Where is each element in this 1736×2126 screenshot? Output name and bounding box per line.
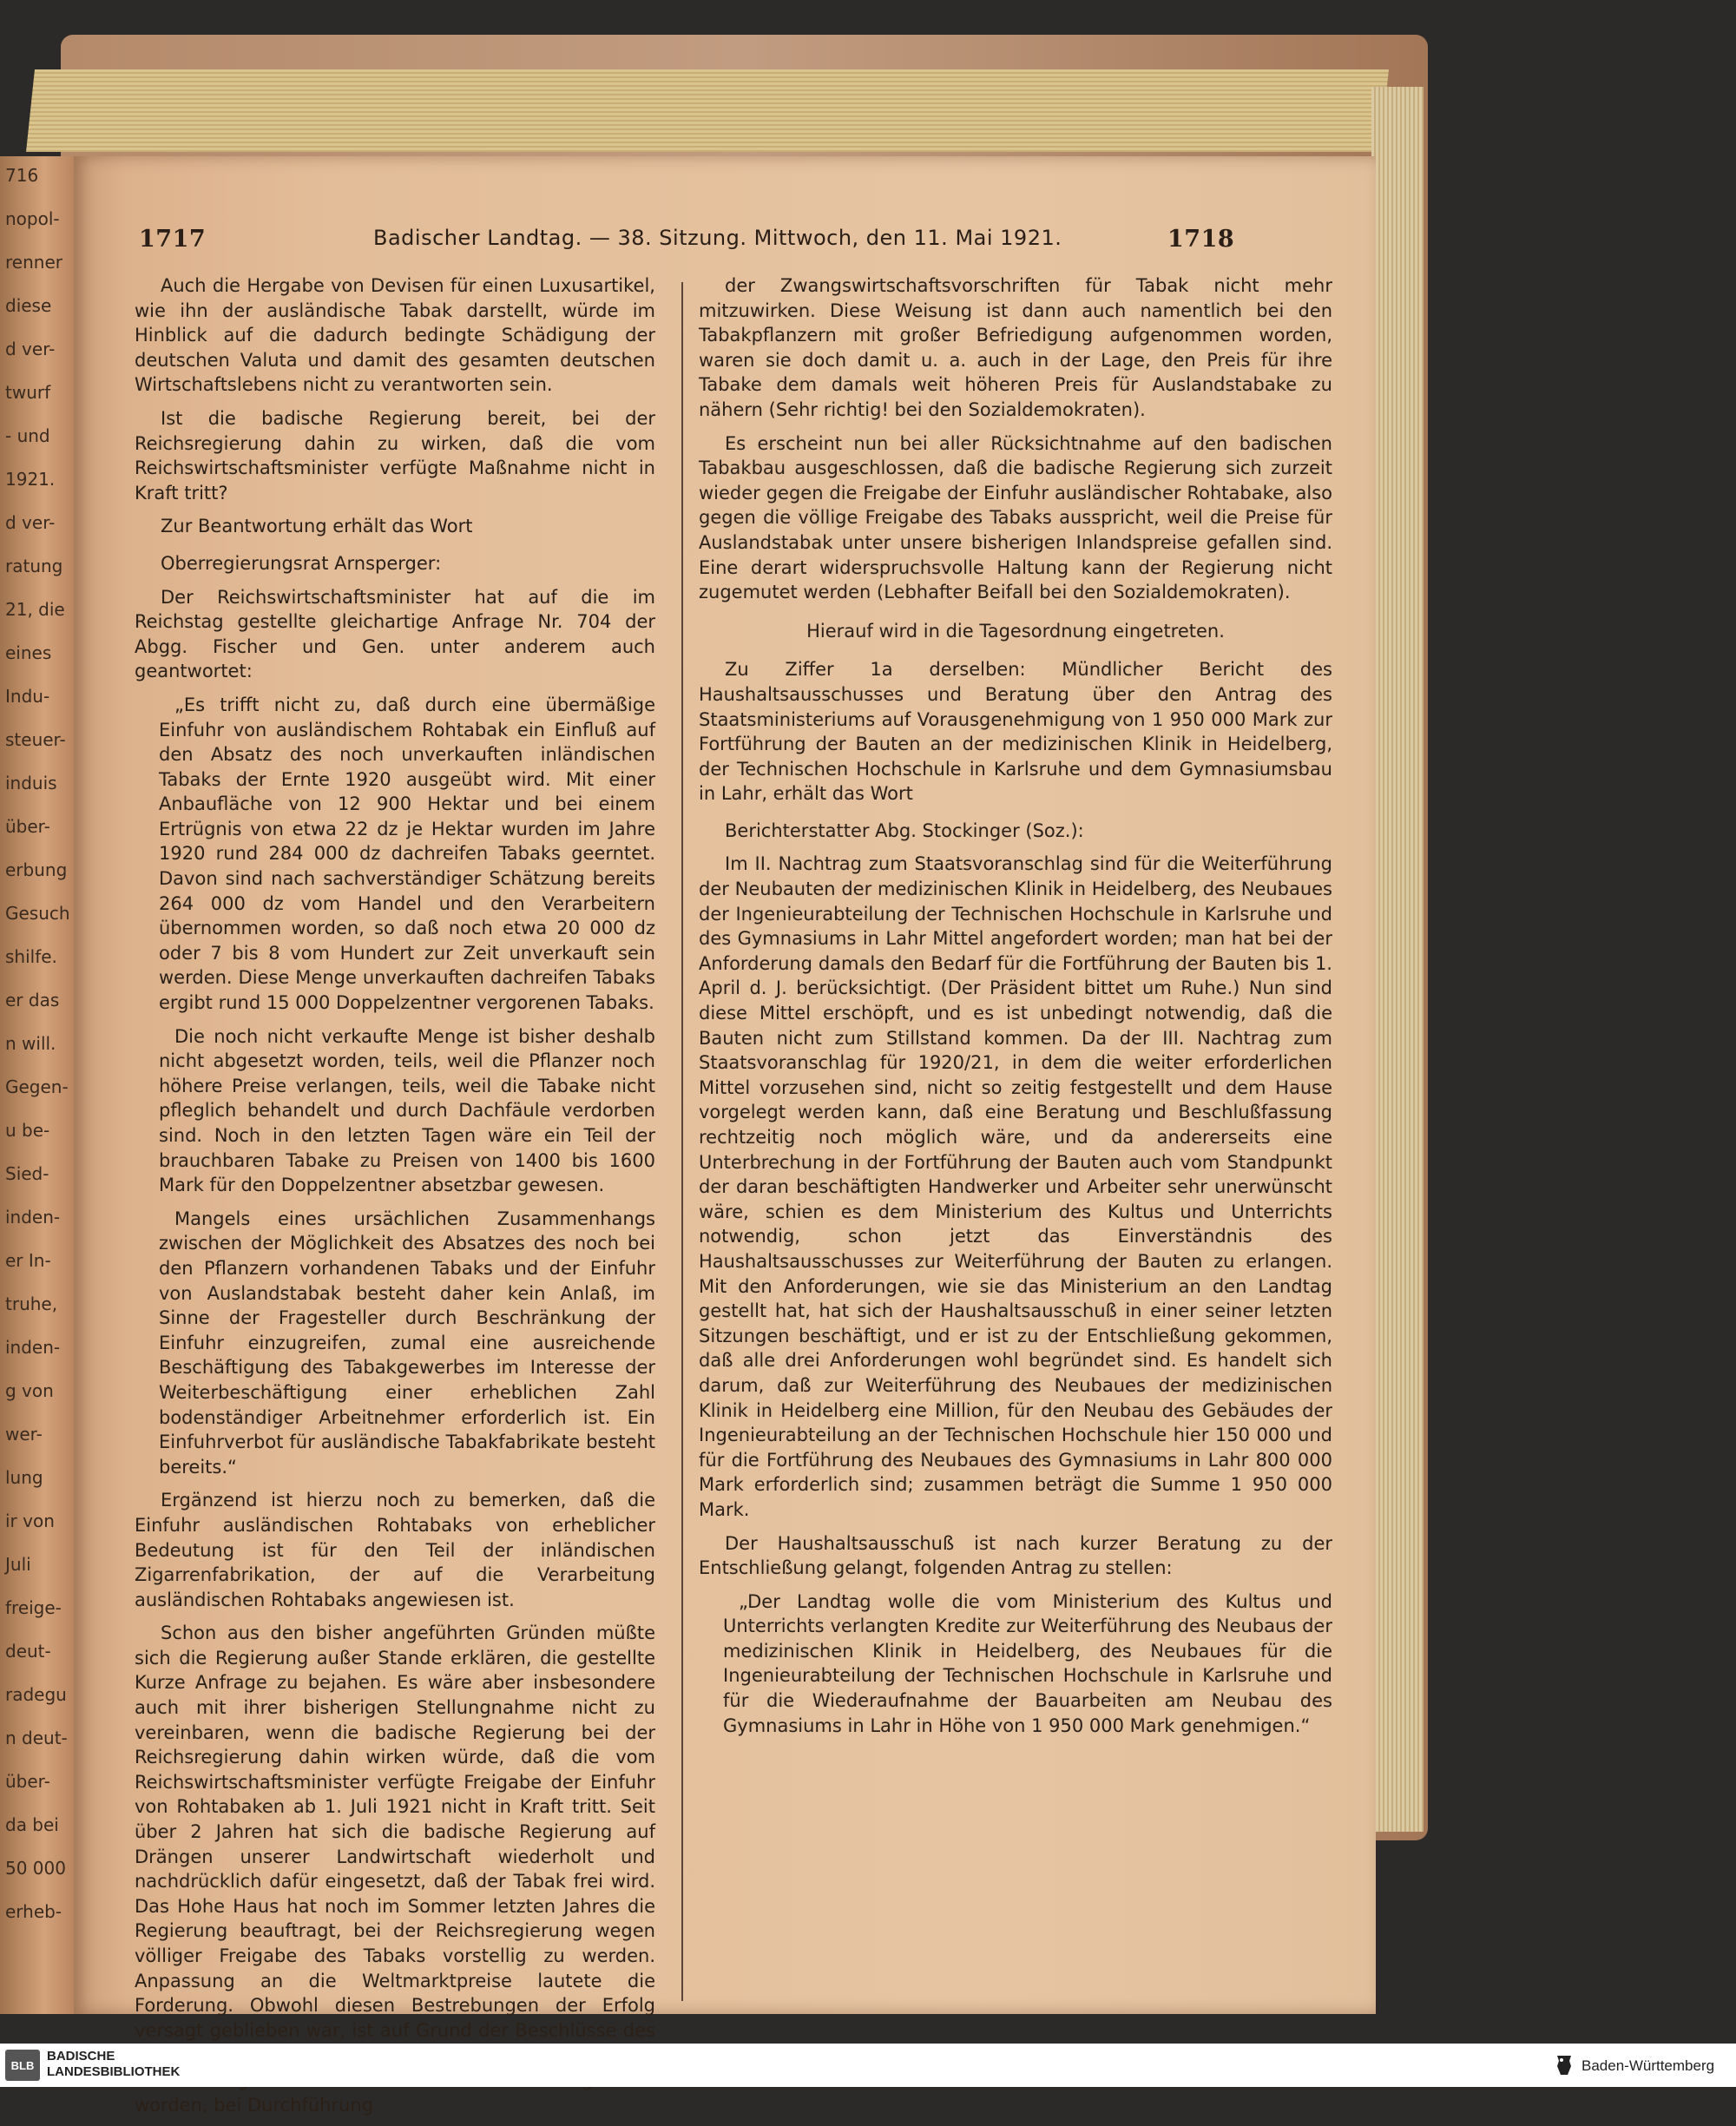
left-page-text-fragment: g von — [5, 1380, 54, 1401]
left-page-text-fragment: nopol- — [5, 208, 60, 229]
bw-lion-icon — [1554, 2052, 1575, 2078]
paragraph: der Zwangswirtschaftsvorschriften für Tabak nicht mehr mitzuwirken. Diese Weisung ist dann auch namentlich bei den Tabakpflanzern mit großer Befriedigung aufgenommen worden, waren sie doch damit u. a. auch in der Lage, den Preis für ihre Tabake dem damals weit höheren Preis für Auslandstabake zu nähern (Sehr richtig! bei den Sozialdemokraten). — [699, 275, 1332, 420]
left-page-text-fragment: 716 — [5, 165, 39, 186]
left-page-text-fragment: steuer- — [5, 729, 66, 750]
left-page-text-fragment: er das — [5, 990, 60, 1010]
left-page-text-fragment: d ver- — [5, 512, 56, 533]
centered-line: Hierauf wird in die Tagesordnung eingetreten. — [806, 620, 1225, 642]
paragraph: Schon aus den bisher angeführten Gründen müßte sich die Regierung außer Stande erklären, die gestellte Kurze Anfrage zu bejahen. Es wäre aber insbesondere auch mit ihrer bisherigen Stellungnahme nicht zu vereinbaren, wenn die badische Regierung bei der Reichsregierung dahin wirken würde, daß die vom Reichswirtschaftsminister verfügte Freigabe der Einfuhr von Rohtabaken ab 1. Juli 1921 nicht in Kraft tritt. Seit über 2 Jahren hat sich die badische Regierung auf Drängen unserer Landwirtschaft wiederholt und nachdrücklich dafür eingesetzt, daß der Tabak frei wird. Das Hohe Haus hat noch im Sommer letzten Jahres die Regierung beauftragt, bei der Reichsregierung wegen völliger Freigabe des Tabaks vorstellig zu werden. Anpassung an die Weltmarktpreise lautete die Forderung. Obwohl diesen Bestrebungen der Erfolg versagt geblieben war, ist auf Grund der Beschlüsse des worden, bei Durchführung — [135, 1622, 655, 2116]
paragraph: Zu Ziffer 1a derselben: Mündlicher Bericht des Haushaltsausschusses und Beratung über den Antrag des Staatsministeriums auf Vorausgenehmigung von 1 950 000 Mark zur Fortführung der Bauten an der medizinischen Klinik in Heidelberg, der Technischen Hochschule in Karlsruhe und dem Gymnasiumsbau in Lahr, erhält das Wort — [699, 659, 1332, 805]
paragraph: Auch die Hergabe von Devisen für einen Luxusartikel, wie ihn der ausländische Tabak darstellt, würde im Hinblick auf die dadurch bedingte Schädigung der deutschen Valuta und damit des gesamten deutschen Wirtschaftslebens nicht zu verantworten sein. — [135, 275, 655, 396]
left-page-text-fragment: u be- — [5, 1120, 50, 1141]
left-column — [135, 273, 655, 2126]
column-divider — [681, 282, 683, 2001]
paragraph: Der Reichswirtschaftsminister hat auf die im Reichstag gestellte gleichartige Anfrage Nr. 704 der Abgg. Fischer und Gen. unter anderem auch geantwortet: — [135, 586, 655, 682]
left-page-text-fragment: diese — [5, 295, 52, 316]
left-page-text-fragment: radegu — [5, 1684, 67, 1705]
speaker-line: Oberregierungsrat Arnsperger: — [161, 552, 442, 574]
left-page-text-fragment: Gesuch — [5, 903, 70, 924]
quoted-paragraph: Die noch nicht verkaufte Menge ist bisher deshalb nicht abgesetzt worden, teils, weil die Pflanzer noch höhere Preise verlangen, teils, weil die Tabake nicht pfleglich behandelt und durch Dachfäule verdorben sind. Noch in den letzten Tagen wäre ein Teil der brauchbaren Tabake zu Preisen von 1400 bis 1600 Mark für den Doppelzentner absetzbar gewesen. — [159, 1025, 655, 1196]
left-page-text-fragment: Sied- — [5, 1163, 49, 1184]
library-name — [47, 2049, 180, 2080]
quoted-paragraph: „Der Landtag wolle die vom Ministerium des Kultus und Unterrichts verlangten Kredite zur Weiterführung des Neubaus der medizinischen Klinik in Heidelberg, des Neubaues für die Ingenieurabteilung der Technischen Hochschule in Karlsruhe und für die Wiederaufnahme der Bauarbeiten am Neubau des Gymnasiums in Lahr in Höhe von 1 950 000 Mark genehmigen.“ — [723, 1590, 1332, 1736]
state-name[interactable]: Baden-Württemberg — [1581, 2057, 1715, 2074]
paragraph: Es erscheint nun bei aller Rücksichtnahme auf den badischen Tabakbau ausgeschlossen, daß die badische Regierung sich zurzeit wieder gegen die Freigabe der Einfuhr ausländischer Rohtabake, also gegen die völlige Freigabe des Tabaks ausspricht, weil die Preise für Auslandstabak unter unsere bisherigen Inlandspreise gefallen sind. Eine derart widerspruchsvolle Haltung kann der Regierung nicht zugemutet werden (Lebhafter Beifall bei den Sozialdemokraten). — [699, 432, 1332, 603]
left-page-text-fragment: erheb- — [5, 1901, 62, 1922]
footer-bar — [0, 2044, 1736, 2087]
right-column — [699, 273, 1332, 1747]
paragraph: Zur Beantwortung erhält das Wort — [161, 516, 473, 537]
paragraph: Ist die badische Regierung bereit, bei der Reichsregierung dahin zu wirken, daß die vom Reichswirtschaftsminister verfügte Maßnahme nicht in Kraft tritt? — [135, 407, 655, 504]
left-page-text-fragment: freige- — [5, 1597, 62, 1618]
left-page-text-fragment: 21, die — [5, 599, 65, 620]
left-page-text-fragment: d ver- — [5, 339, 56, 359]
left-page-text-fragment: über- — [5, 1771, 50, 1792]
left-page-text-fragment: Indu- — [5, 686, 50, 707]
left-page-text-fragment: da bei — [5, 1814, 59, 1835]
page-number-left: 1717 — [139, 226, 207, 253]
left-page-text-fragment: truhe, — [5, 1293, 58, 1314]
library-name-line2: LANDESBIBLIOTHEK — [47, 2064, 181, 2079]
left-page-text-fragment: ratung — [5, 556, 63, 576]
left-page-text-fragment: eines — [5, 642, 52, 663]
left-page-text-fragment: - und — [5, 425, 50, 446]
running-title: Badischer Landtag. — 38. Sitzung. Mittwoch, den 11. Mai 1921. — [373, 226, 1062, 250]
paragraph: Der Haushaltsausschuß ist nach kurzer Beratung zu der Entschließung gelangt, folgenden Antrag zu stellen: — [699, 1532, 1332, 1579]
left-page-text-fragment: n will. — [5, 1033, 56, 1054]
paragraph: Im II. Nachtrag zum Staatsvoranschlag sind für die Weiterführung der Neubauten der medizinischen Klinik in Heidelberg, des Neubaues der Ingenieurabteilung der Technischen Hochschule in Karlsruhe und des Gymnasiums in Lahr Mittel angefordert worden; man hat bei der Anforderung damals den Bedarf für die Fortführung der Bauten bis 1. April d. J. berücksichtigt. (Der Präsident bittet um Ruhe.) Nun sind diese Mittel erschöpft, und es ist unbedingt notwendig, daß die Bauten nicht zum Stillstand kommen. Da der III. Nachtrag zum Staatsvoranschlag für 1920/21, in dem die weiter erforderlichen Mittel vorzusehen sind, nicht so zeitig festgestellt und dem Hause vorgelegt werden kann, daß eine Beratung und Beschlußfassung rechtzeitig noch möglich wäre, und da andererseits eine Unterbrechung in der Fortführung der Bauten auch vom Standpunkt der daran beschäftigten Handwerker und Arbeiter sehr unerwünscht wäre, schien es dem Ministerium des Kultus und Unterrichts notwendig, schon jetzt das Einverständnis des Haushaltsausschusses zur Weiterführung der Bauten zu erlangen. Mit den Anforderungen, wie sie das Ministerium an den Landtag gestellt hat, hat sich der Haushaltsausschuß in einer seiner letzten Sitzungen beschäftigt, und er ist zu der Entschließung gekommen, daß alle drei Anforderungen wohl begründet sind. Es handelt sich darum, daß zur Weiterführung des Neubaues der medizinischen Klinik in Heidelberg eine Million, für den Neubau des Gebäudes der Ingenieurabteilung an der Technischen Hochschule hier 150 000 und für die Fortführung des Neubaues des Gymnasiums in Lahr 800 000 Mark erforderlich sind; zusammen beträgt die Summe 1 950 000 Mark. — [699, 853, 1332, 1520]
left-page-text-fragment: induis — [5, 773, 57, 793]
left-page-text-fragment: deut- — [5, 1641, 51, 1662]
left-page-edge — [0, 156, 74, 2014]
left-page-text-fragment: er In- — [5, 1250, 51, 1271]
paragraph: Ergänzend ist hierzu noch zu bemerken, daß die Einfuhr ausländischen Rohtabaks von erheblicher Bedeutung ist für den Teil der inländischen Zigarrenfabrikation, der auf die Verarbeitung ausländischen Rohtabaks angewiesen ist. — [135, 1490, 655, 1610]
left-page-text-fragment: über- — [5, 816, 50, 837]
page-number-right: 1718 — [1167, 226, 1235, 253]
left-page-text-fragment: shilfe. — [5, 946, 57, 967]
quoted-paragraph: Mangels eines ursächlichen Zusammenhangs zwischen der Möglichkeit des Absatzes des noch bei den Pflanzern vorhandenen Tabaks und der Einfuhr von Auslandstabak besteht daher kein Anlaß, im Sinne der Fragesteller durch Beschränkung der Einfuhr einzugreifen, zumal eine ausreichende Beschäftigung des Tabakgewerbes im Interesse der Weiterbeschäftigung einer erheblichen Zahl bodenständiger Arbeitnehmer erforderlich ist. Ein Einfuhrverbot für ausländische Tabakfabrikate besteht bereits.“ — [159, 1208, 655, 1478]
book-page-edges-top — [26, 69, 1389, 152]
quoted-paragraph: „Es trifft nicht zu, daß durch eine übermäßige Einfuhr von ausländischem Rohtabak ein Einfluß auf den Absatz des noch unverkauften inländischen Tabaks der Ernte 1920 ausgeübt wird. Mit einer Anbaufläche von 12 900 Hektar und bei einem Ertrügnis von etwa 22 dz je Hektar wurden im Jahre 1920 rund 284 000 dz dachreifen Tabaks geerntet. Davon sind nach sachverständiger Schätzung bereits 264 000 dz vom Handel und den Verarbeitern übernommen worden, so daß noch etwa 20 000 dz oder 7 bis 8 vom Hundert zur Zeit unverkauft sein werden. Diese Menge unverkauften dachreifen Tabaks ergibt rund 15 000 Doppelzentner vergorenen Tabaks. — [159, 694, 655, 1014]
book-page-edges-right — [1371, 87, 1424, 1832]
left-page-text-fragment: renner — [5, 252, 62, 273]
left-page-text-fragment: twurf — [5, 382, 51, 403]
left-page-text-fragment: 1921. — [5, 469, 56, 490]
speaker-line: Berichterstatter Abg. Stockinger (Soz.): — [725, 819, 1084, 841]
library-name-line1: BADISCHE — [47, 2049, 115, 2063]
left-page-text-fragment: lung — [5, 1467, 43, 1488]
left-page-text-fragment: Gegen- — [5, 1076, 69, 1097]
left-page-text-fragment: Juli — [5, 1554, 31, 1575]
left-page-text-fragment: n deut- — [5, 1728, 68, 1748]
left-page-text-fragment: inden- — [5, 1337, 61, 1358]
left-page-text-fragment: wer- — [5, 1424, 43, 1445]
left-page-text-fragment: inden- — [5, 1207, 61, 1228]
library-logo[interactable]: BLB — [5, 2050, 40, 2081]
left-page-text-fragment: erbung — [5, 859, 68, 880]
left-page-text-fragment: ir von — [5, 1511, 55, 1531]
left-page-text-fragment: 50 000 — [5, 1858, 66, 1879]
